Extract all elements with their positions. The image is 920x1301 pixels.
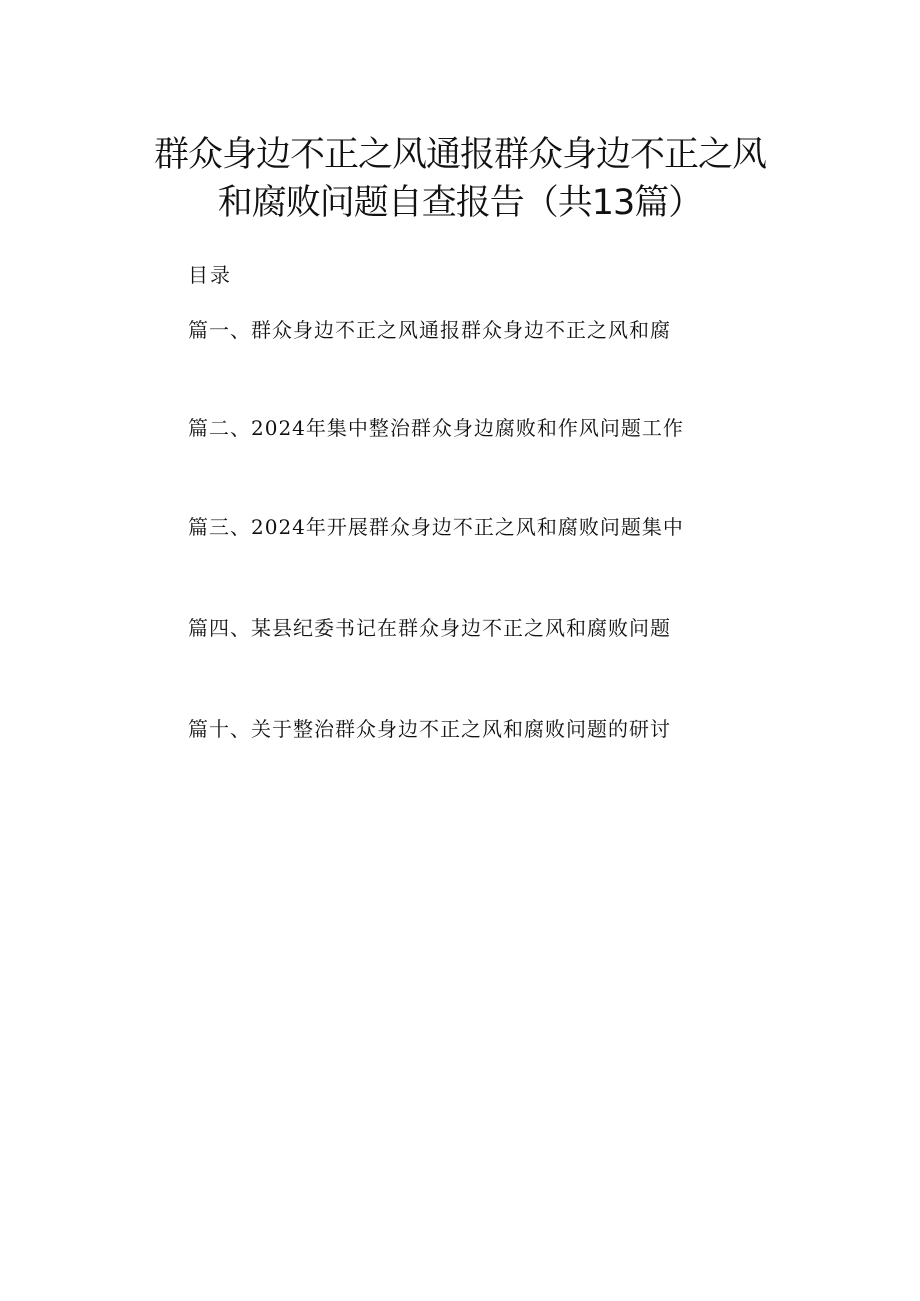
toc-item-1: 篇一、群众身边不正之风通报群众身边不正之风和腐: [188, 318, 671, 342]
document-title: [0, 131, 920, 227]
toc-item-3: 篇三、2024年开展群众身边不正之风和腐败问题集中: [188, 515, 684, 539]
title-line-1: 群众身边不正之风通报群众身边不正之风: [153, 135, 766, 175]
toc-item-10: 篇十、关于整治群众身边不正之风和腐败问题的研讨: [188, 717, 671, 741]
toc-item-4: 篇四、某县纪委书记在群众身边不正之风和腐败问题: [188, 616, 671, 640]
toc-heading: 目录: [188, 263, 232, 287]
toc-item-2: 篇二、2024年集中整治群众身边腐败和作风问题工作: [188, 416, 684, 440]
title-line-2: 和腐败问题自查报告（共13篇）: [217, 183, 703, 223]
